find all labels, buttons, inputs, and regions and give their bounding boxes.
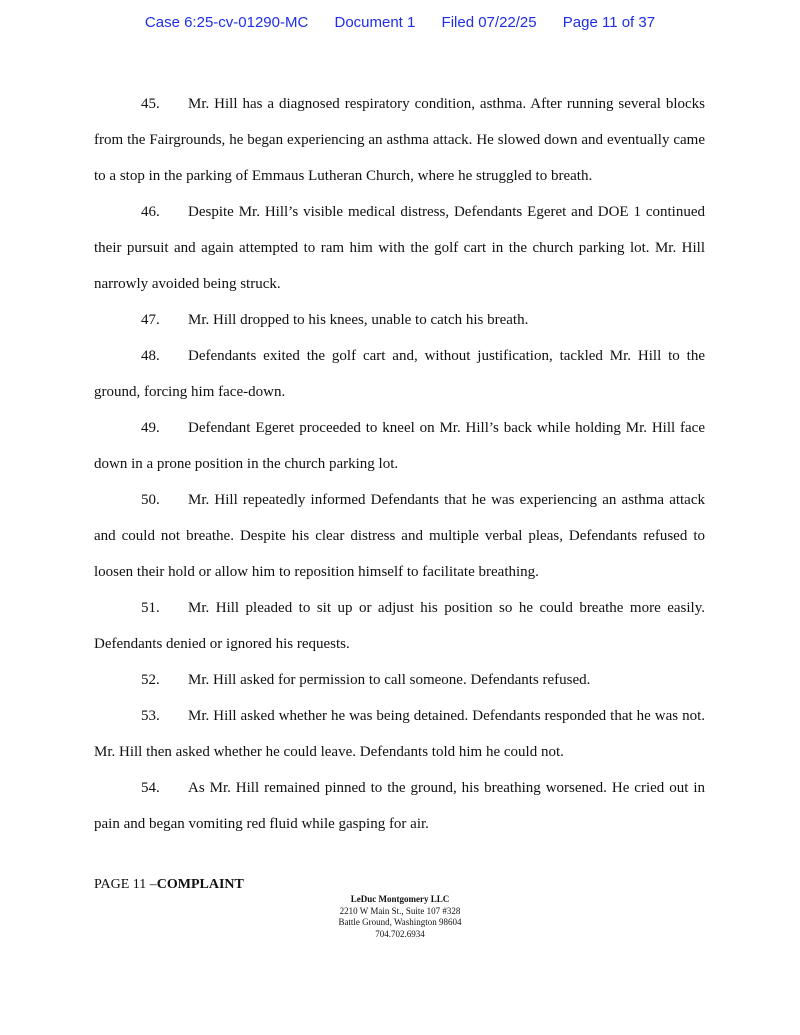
- paragraph-number: 49.: [141, 420, 160, 436]
- ecf-header: [0, 14, 800, 31]
- paragraph-text: Mr. Hill asked for permission to call someone. Defendants refused.: [188, 672, 591, 688]
- paragraph-text: Despite Mr. Hill’s visible medical distress, Defendants Egeret and DOE 1 continued their pursuit and again attempted to ram him with the golf cart in the church parking lot. Mr. Hill narrowly avoided being struck.: [94, 204, 705, 292]
- filed-date: Filed 07/22/25: [441, 14, 537, 31]
- paragraph-47: [94, 302, 705, 338]
- paragraph-number: 46.: [141, 204, 160, 220]
- firm-address-line-2: Battle Ground, Washington 98604: [338, 917, 462, 927]
- paragraph-number: 48.: [141, 348, 160, 364]
- paragraph-48: [94, 338, 705, 410]
- firm-address-line-1: 2210 W Main St., Suite 107 #328: [339, 905, 461, 916]
- paragraph-text: Mr. Hill has a diagnosed respiratory condition, asthma. After running several blocks from the Fairgrounds, he began experiencing an asthma attack. He slowed down and eventually came to a stop in the parking of Emmaus Lutheran Church, where he struggled to breath.: [94, 96, 705, 184]
- paragraph-text: Mr. Hill dropped to his knees, unable to catch his breath.: [188, 312, 529, 328]
- paragraph-text: Mr. Hill asked whether he was being detained. Defendants responded that he was not. Mr. Hill then asked whether he could leave. Defendants told him he could not.: [94, 708, 705, 760]
- firm-phone: 704.702.6934: [375, 928, 425, 939]
- paragraph-53: [94, 698, 705, 770]
- paragraph-49: [94, 410, 705, 482]
- paragraph-46: [94, 194, 705, 302]
- paragraph-54: [94, 770, 705, 842]
- paragraph-number: 47.: [141, 312, 160, 328]
- paragraph-number: 53.: [141, 708, 160, 724]
- paragraph-52: [94, 662, 705, 698]
- case-number: Case 6:25-cv-01290-MC: [144, 14, 309, 31]
- paragraph-text: Mr. Hill repeatedly informed Defendants that he was experiencing an asthma attack and could not breathe. Despite his clear distress and multiple verbal pleas, Defendants refused to loosen their hold or allow him to reposition himself to facilitate breathing.: [94, 492, 705, 580]
- paragraph-text: Mr. Hill pleaded to sit up or adjust his position so he could breathe more easily. Defendants denied or ignored his requests.: [94, 600, 705, 652]
- paragraph-text: Defendants exited the golf cart and, without justification, tackled Mr. Hill to the ground, forcing him face-down.: [94, 348, 705, 400]
- paragraph-number: 50.: [141, 492, 160, 508]
- firm-block: [0, 894, 800, 940]
- firm-name: LeDuc Montgomery LLC: [350, 894, 450, 904]
- paragraph-text: Defendant Egeret proceeded to kneel on Mr. Hill’s back while holding Mr. Hill face down in a prone position in the church parking lot.: [94, 420, 705, 472]
- paragraph-50: [94, 482, 705, 590]
- document-number: Document 1: [334, 14, 416, 31]
- page-indicator: Page 11 of 37: [562, 14, 656, 31]
- footer-document-title: COMPLAINT: [156, 877, 244, 892]
- footer-page-number: PAGE 11 –: [94, 877, 157, 892]
- paragraph-number: 54.: [141, 780, 160, 796]
- paragraph-text: As Mr. Hill remained pinned to the ground, his breathing worsened. He cried out in pain and began vomiting red fluid while gasping for air.: [94, 780, 705, 832]
- paragraph-number: 52.: [141, 672, 160, 688]
- paragraph-number: 45.: [141, 96, 160, 112]
- paragraph-number: 51.: [141, 600, 160, 616]
- paragraph-51: [94, 590, 705, 662]
- page-footer-label: [94, 877, 244, 893]
- complaint-body: [94, 86, 705, 842]
- paragraph-45: [94, 86, 705, 194]
